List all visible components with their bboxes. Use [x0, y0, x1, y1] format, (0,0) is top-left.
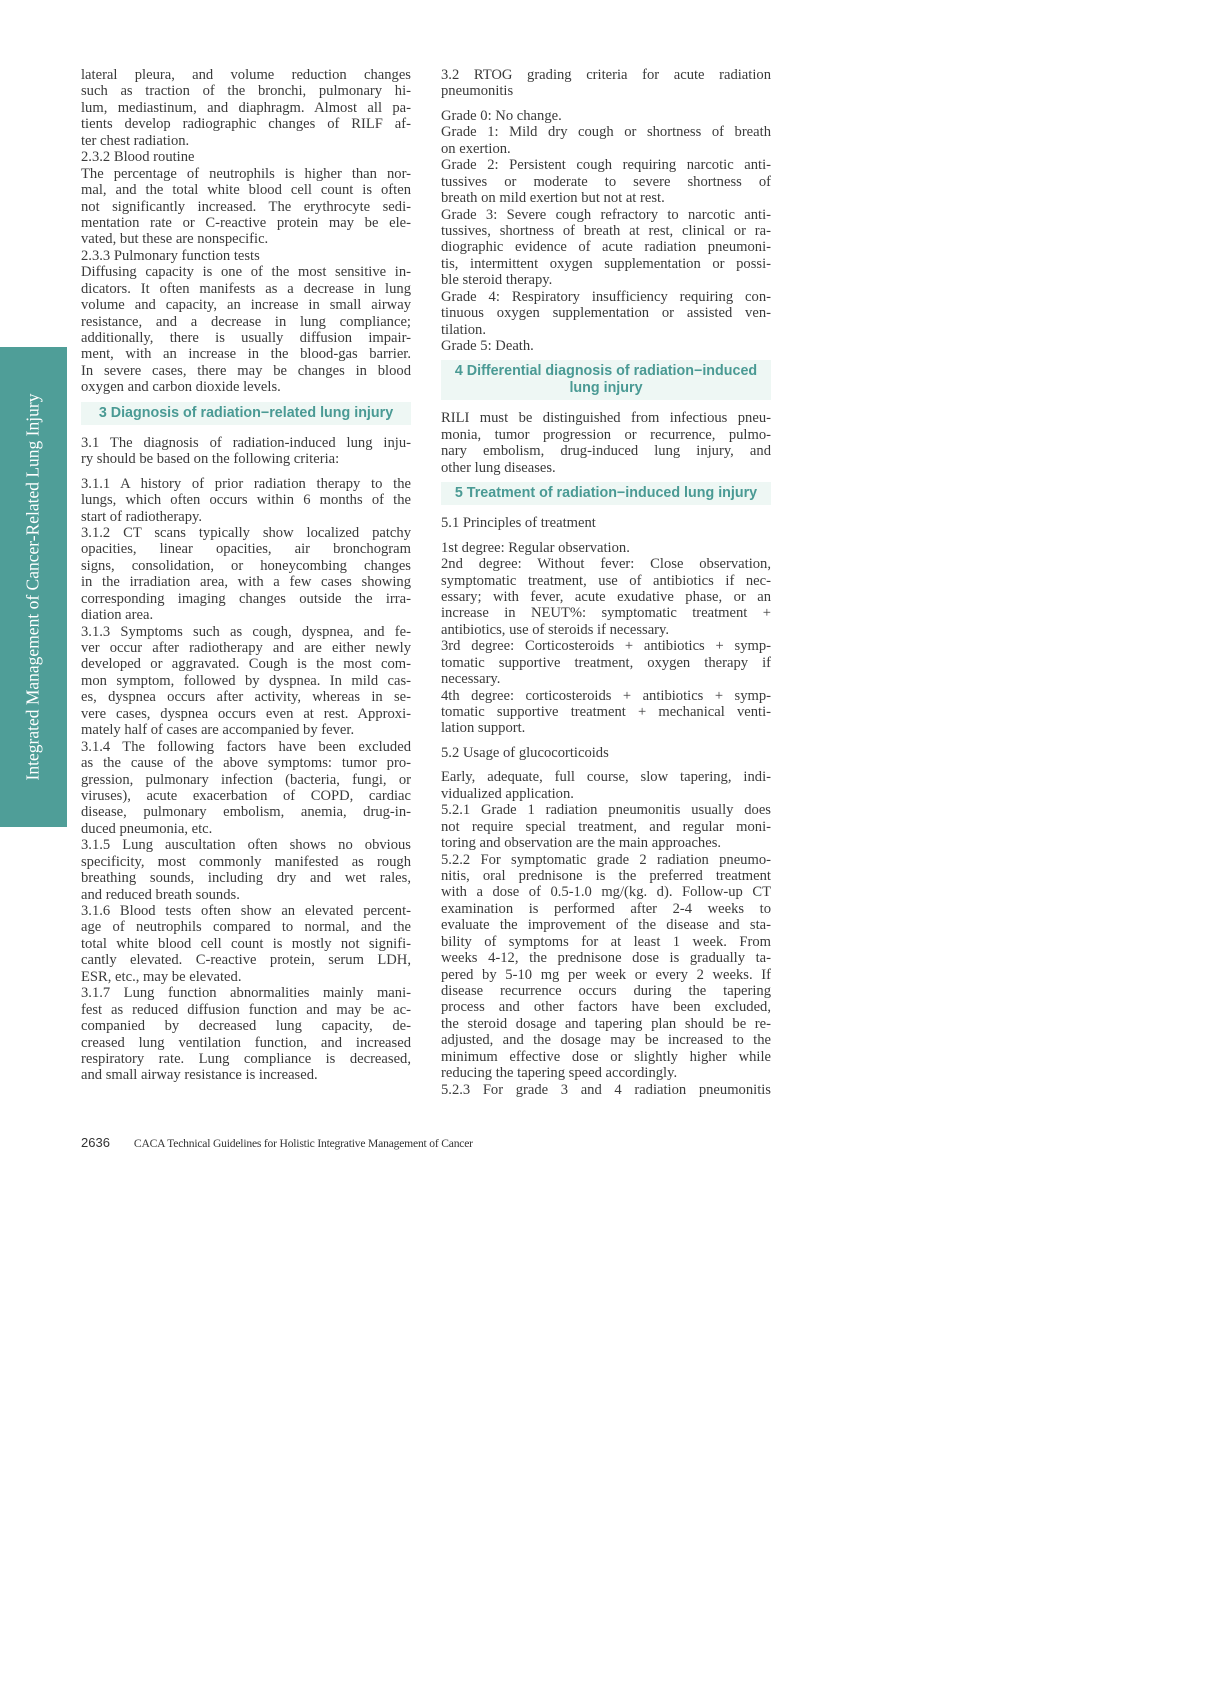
paragraph — [81, 435, 411, 468]
section-heading — [441, 360, 771, 400]
text-line: as the cause of the above symptoms: tumor pro- — [81, 755, 411, 772]
paragraph — [441, 745, 771, 761]
text-line: resistance, and a decrease in lung compliance; — [81, 313, 411, 330]
text-line: pneumonitis — [441, 83, 514, 100]
section-heading — [81, 402, 411, 425]
text-line: and reduced breath sounds. — [81, 886, 240, 903]
text-line: 3.1.7 Lung function abnormalities mainly mani- — [81, 985, 411, 1002]
text-line: pered by 5-10 mg per week or every 2 weeks. If — [441, 966, 771, 983]
text-line: 3.1.4 The following factors have been excluded — [81, 738, 411, 755]
text-line: age of neutrophils compared to normal, and the — [81, 919, 411, 936]
paragraph — [81, 67, 411, 149]
paragraph — [441, 556, 771, 638]
text-line: corresponding imaging changes outside the irra- — [81, 590, 411, 607]
text-line: diographic evidence of acute radiation pneumoni- — [441, 239, 771, 256]
text-line: 3.1.2 CT scans typically show localized patchy — [81, 524, 411, 541]
paragraph — [81, 624, 411, 739]
paragraph — [81, 525, 411, 624]
text-line: 4 Differential diagnosis of radiation−induced — [454, 363, 758, 380]
text-line: not significantly increased. The erythrocyte sedi- — [81, 198, 411, 215]
text-line: Grade 0: No change. — [441, 107, 562, 124]
text-line: volume and capacity, an increase in small airway — [81, 297, 411, 314]
text-line: mal, and the total white blood cell count is often — [81, 182, 411, 199]
text-line: adjusted, and the dosage may be increased to the — [441, 1032, 771, 1049]
text-line: with a dose of 0.5-1.0 mg/(kg. d). Follow-up CT — [441, 884, 771, 901]
text-line: gression, pulmonary infection (bacteria, fungi, or — [81, 771, 411, 788]
text-line: Diffusing capacity is one of the most sensitive in- — [81, 264, 411, 281]
text-line: ment, with an increase in the blood-gas barrier. — [81, 346, 411, 363]
text-line: vere cases, dyspnea occurs even at rest. Approxi- — [81, 705, 411, 722]
text-line: other lung diseases. — [441, 459, 556, 476]
text-line: es, dyspnea occurs after activity, whereas in se- — [81, 689, 411, 706]
text-line: nary embolism, drug-induced lung injury, and — [441, 443, 771, 460]
text-line: RILI must be distinguished from infectious pneu- — [441, 410, 771, 427]
paragraph — [441, 852, 771, 1082]
text-line: mentation rate or C-reactive protein may be ele- — [81, 214, 411, 231]
text-line: 3 Diagnosis of radiation−related lung injury — [98, 404, 394, 421]
text-line: mately half of cases are accompanied by fever. — [81, 722, 355, 739]
text-line: 5.2.3 For grade 3 and 4 radiation pneumonitis — [441, 1081, 771, 1098]
paragraph — [441, 1082, 771, 1098]
text-line: tis, intermittent oxygen supplementation or possi- — [441, 255, 771, 272]
paragraph — [441, 638, 771, 687]
text-line: The percentage of neutrophils is higher than nor- — [81, 165, 411, 182]
text-line: 3.1.5 Lung auscultation often shows no obvious — [81, 837, 411, 854]
paragraph — [81, 739, 411, 838]
text-line: 5 Treatment of radiation−induced lung injury — [454, 485, 758, 502]
text-line: 3.2 RTOG grading criteria for acute radiation — [441, 67, 771, 83]
text-line: increase in NEUT%: symptomatic treatment + — [441, 605, 771, 622]
text-line: tients develop radiographic changes of RILF af- — [81, 116, 411, 133]
text-line: Grade 3: Severe cough refractory to narcotic anti- — [441, 206, 771, 223]
text-line: viruses), acute exacerbation of COPD, cardiac — [81, 787, 411, 804]
text-line: tinuous oxygen supplementation or assisted ven- — [441, 305, 771, 322]
chapter-side-band — [0, 347, 67, 827]
paragraph — [441, 769, 771, 802]
paragraph — [441, 515, 771, 531]
text-line: creased lung ventilation function, and increased — [81, 1034, 411, 1051]
text-line: 2.3.2 Blood routine — [81, 149, 195, 166]
text-line: companied by decreased lung capacity, de- — [81, 1018, 411, 1035]
page-number: 2636 — [81, 1135, 110, 1150]
text-line: 2.3.3 Pulmonary function tests — [81, 247, 260, 264]
text-line: evaluate the improvement of the disease and sta- — [441, 917, 771, 934]
text-line: specificity, most commonly manifested as rough — [81, 853, 411, 870]
text-line: signs, consolidation, or honeycombing changes — [81, 557, 411, 574]
paragraph — [81, 248, 411, 264]
text-line: 2nd degree: Without fever: Close observation, — [441, 556, 771, 573]
paragraph — [441, 540, 771, 556]
text-line: Grade 1: Mild dry cough or shortness of breath — [441, 124, 771, 141]
text-line: lungs, which often occurs within 6 months of the — [81, 492, 411, 509]
text-line: bility of symptoms for at least 1 week. From — [441, 933, 771, 950]
text-line: In severe cases, there may be changes in blood — [81, 362, 411, 379]
text-line: start of radiotherapy. — [81, 508, 203, 525]
text-line: opacities, linear opacities, air bronchogram — [81, 541, 411, 558]
text-line: 4th degree: corticosteroids + antibiotics + symp- — [441, 687, 771, 704]
text-line: Early, adequate, full course, slow tapering, indi- — [441, 769, 771, 786]
text-line: on exertion. — [441, 140, 511, 157]
text-line: 3.1.3 Symptoms such as cough, dyspnea, and fe- — [81, 623, 411, 640]
text-line: breath on mild exertion but not at rest. — [441, 190, 665, 207]
paragraph — [441, 157, 771, 206]
text-line: minimum effective dose or slightly higher while — [441, 1048, 771, 1065]
text-line: 5.2.2 For symptomatic grade 2 radiation pneumo- — [441, 851, 771, 868]
text-line: mon symptom, followed by dyspnea. In mild cas- — [81, 672, 411, 689]
text-line: respiratory rate. Lung compliance is decreased, — [81, 1050, 411, 1067]
text-line: tussives, shortness of breath at rest, clinical or ra- — [441, 222, 771, 239]
text-line: ver occur after radiotherapy and are either newly — [81, 640, 411, 656]
text-line: 3.1.6 Blood tests often show an elevated percent- — [81, 903, 411, 919]
paragraph — [81, 903, 411, 985]
text-line: developed or aggravated. Cough is the most com- — [81, 656, 411, 673]
text-line: duced pneumonia, etc. — [81, 820, 213, 837]
paragraph — [81, 837, 411, 903]
text-line: disease, pulmonary embolism, anemia, drug-in- — [81, 804, 411, 821]
text-line: examination is performed after 2-4 weeks to — [441, 900, 771, 917]
text-line: vated, but these are nonspecific. — [81, 231, 269, 248]
text-line: ble steroid therapy. — [441, 272, 553, 289]
paragraph — [441, 802, 771, 851]
text-line: 5.2.1 Grade 1 radiation pneumonitis usually does — [441, 802, 771, 819]
text-line: tussives or moderate to severe shortness of — [441, 173, 771, 190]
text-line: lation support. — [441, 720, 526, 737]
text-line: ter chest radiation. — [81, 132, 190, 149]
text-line: tomatic supportive treatment, oxygen therapy if — [441, 654, 771, 671]
text-line: breathing sounds, including dry and wet rales, — [81, 870, 411, 887]
paragraph — [81, 264, 411, 396]
text-line: reducing the tapering speed accordingly. — [441, 1065, 678, 1082]
text-line: fest as reduced diffusion function and may be ac- — [81, 1001, 411, 1018]
text-line: 3.1.1 A history of prior radiation therapy to the — [81, 475, 411, 492]
text-line: dicators. It often manifests as a decrease in lung — [81, 280, 411, 297]
text-line: such as traction of the bronchi, pulmonary hi- — [81, 83, 411, 100]
text-line: nitis, oral prednisone is the preferred treatment — [441, 867, 771, 884]
text-line: symptomatic treatment, use of antibiotics if nec- — [441, 572, 771, 589]
chapter-title-vertical: Integrated Management of Cancer-Related Lung Injury — [22, 393, 43, 781]
text-line: additionally, there is usually diffusion impair- — [81, 330, 411, 346]
paragraph — [441, 67, 771, 100]
text-line: lateral pleura, and volume reduction changes — [81, 67, 411, 83]
text-line: 3rd degree: Corticosteroids + antibiotics + symp- — [441, 638, 771, 655]
right-column — [441, 67, 771, 1098]
text-line: total white blood cell count is mostly not signifi- — [81, 935, 411, 952]
paragraph — [441, 688, 771, 737]
paragraph — [441, 207, 771, 289]
text-line: monia, tumor progression or recurrence, pulmo- — [441, 426, 771, 443]
text-line: tomatic supportive treatment + mechanical venti- — [441, 704, 771, 720]
text-line: cantly elevated. C-reactive protein, serum LDH, — [81, 952, 411, 969]
text-line: the steroid dosage and tapering plan should be re- — [441, 1015, 771, 1032]
text-line: necessary. — [441, 671, 501, 688]
text-line: 3.1 The diagnosis of radiation-induced lung inju- — [81, 434, 411, 451]
paragraph — [441, 108, 771, 124]
text-line: diation area. — [81, 607, 154, 624]
text-line: disease recurrence occurs during the tapering — [441, 983, 771, 999]
text-line: in the irradiation area, with a few cases showing — [81, 574, 411, 591]
text-line: Grade 2: Persistent cough requiring narcotic anti- — [441, 157, 771, 174]
text-line: toring and observation are the main approaches. — [441, 835, 722, 852]
paragraph — [441, 410, 771, 476]
left-column — [81, 67, 411, 1084]
text-line: vidualized application. — [441, 785, 574, 802]
text-line: 5.2 Usage of glucocorticoids — [441, 744, 609, 761]
text-line: weeks 4-12, the prednisone dose is gradually ta- — [441, 950, 771, 967]
paragraph — [441, 338, 771, 354]
section-heading — [441, 482, 771, 505]
text-line: and small airway resistance is increased. — [81, 1067, 318, 1084]
paragraph — [81, 166, 411, 248]
paragraph — [441, 124, 771, 157]
paragraph — [81, 149, 411, 165]
text-line: tilation. — [441, 321, 486, 338]
text-line: Grade 4: Respiratory insufficiency requiring con- — [441, 288, 771, 305]
paragraph — [441, 289, 771, 338]
paragraph — [81, 476, 411, 525]
text-line: not require special treatment, and regular moni- — [441, 818, 771, 835]
text-line: lum, mediastinum, and diaphragm. Almost all pa- — [81, 99, 411, 116]
page-footer — [81, 1134, 473, 1152]
text-line: 5.1 Principles of treatment — [441, 515, 596, 532]
text-line: ry should be based on the following criteria: — [81, 451, 340, 468]
text-line: essary; with fever, acute exudative phase, or an — [441, 588, 771, 605]
text-line: oxygen and carbon dioxide levels. — [81, 379, 281, 396]
journal-title: CACA Technical Guidelines for Holistic Integrative Management of Cancer — [133, 1137, 473, 1150]
text-line: lung injury — [569, 380, 643, 397]
paragraph — [81, 985, 411, 1084]
text-line: process and other factors have been excluded, — [441, 999, 771, 1016]
text-line: ESR, etc., may be elevated. — [81, 968, 242, 985]
text-line: 1st degree: Regular observation. — [441, 539, 630, 556]
text-line: Grade 5: Death. — [441, 338, 534, 354]
text-line: antibiotics, use of steroids if necessary. — [441, 621, 670, 638]
